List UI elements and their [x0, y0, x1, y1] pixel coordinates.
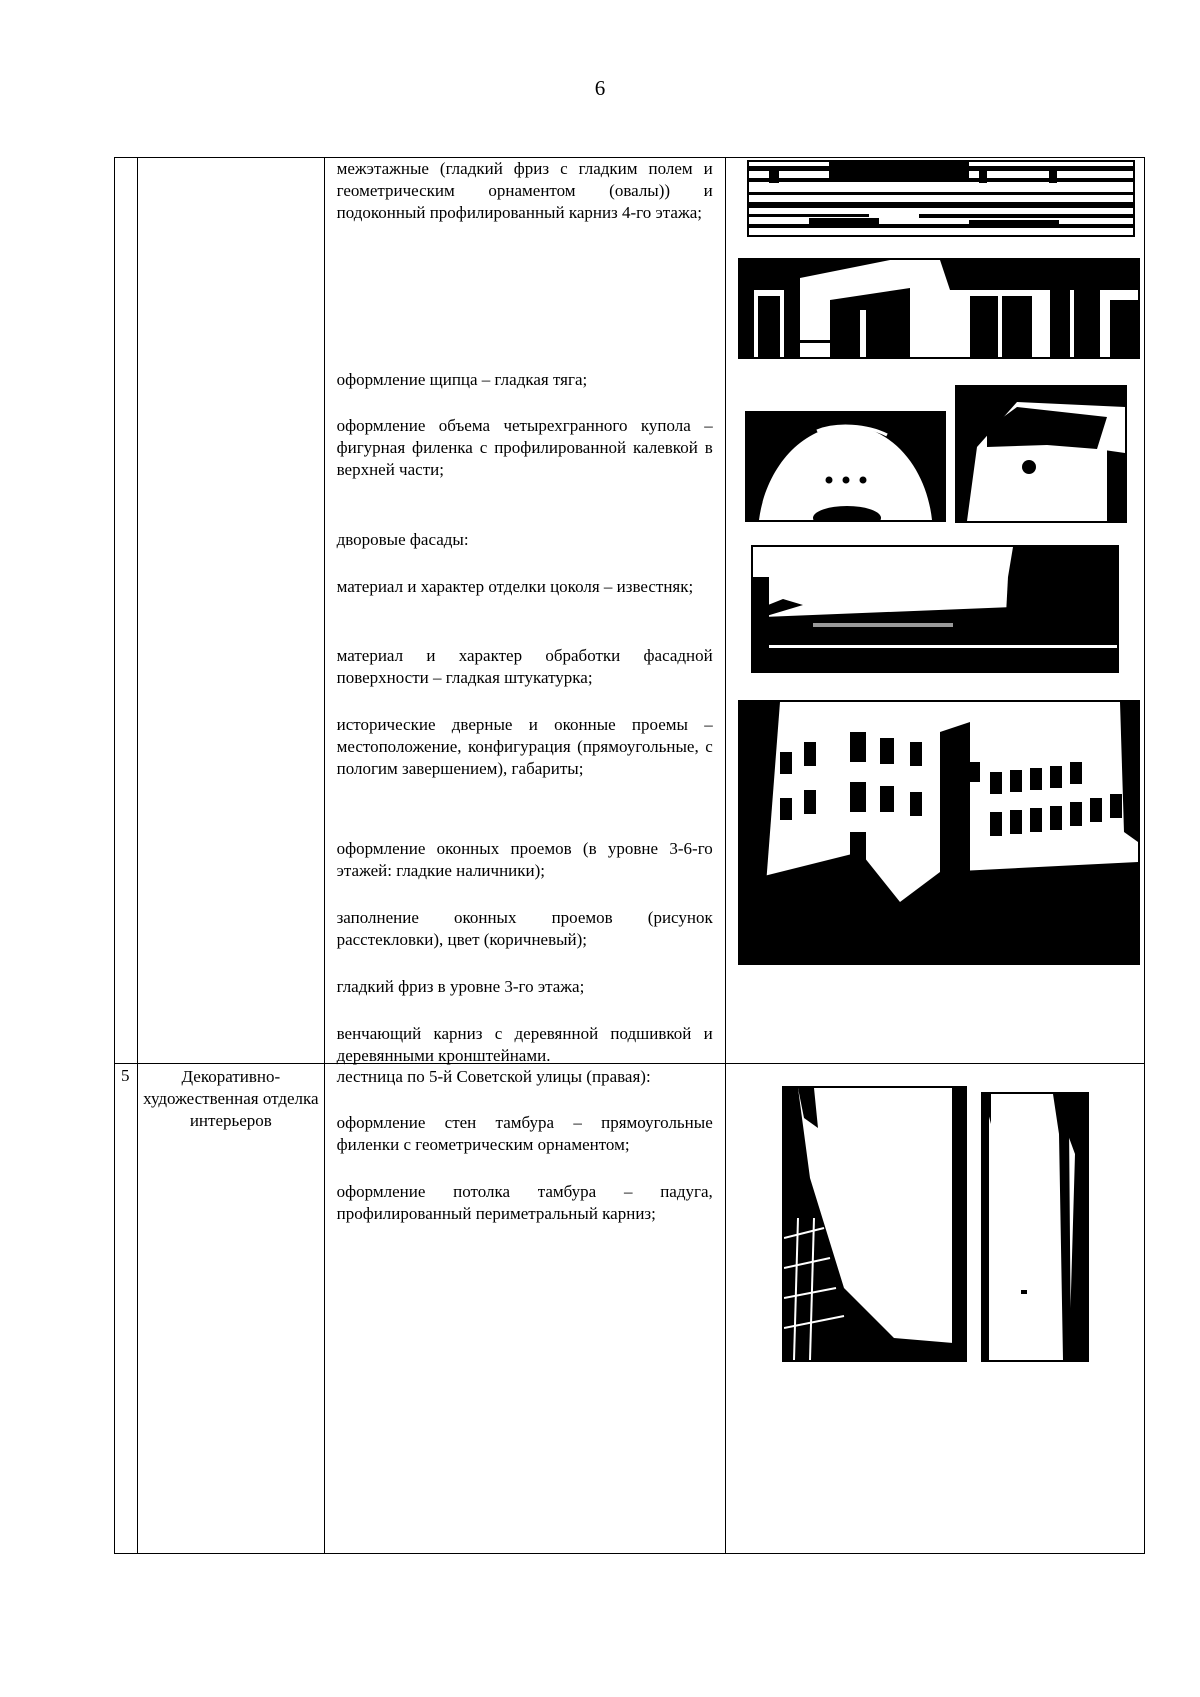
description-cell [324, 158, 725, 1064]
paragraph-window-trim: оформление оконных проемов (в уровне 3-6-го этажей: гладкие наличники); [336, 839, 713, 880]
paragraph-dome: оформление объема четырехгранного купола – фигурная филенка с профилированной калевкой в верхней части; [336, 416, 713, 479]
photo-cell [725, 1064, 1144, 1554]
courtyard-photo [738, 700, 1140, 965]
section-name [138, 158, 325, 1064]
monument-subject-table [114, 157, 1145, 1554]
photo-cell [725, 158, 1144, 1064]
description-cell [324, 1064, 725, 1554]
table-row [115, 1064, 1145, 1554]
vestibule-ceiling-photo [981, 1092, 1089, 1362]
paragraph-frieze: межэтажные (гладкий фриз с гладким полем и геометрическим орнаментом (овалы)) и подоконный профилированный карниз 4-го этажа; [336, 159, 713, 222]
dome-photo-left [745, 411, 946, 522]
paragraph-staircase: лестница по 5-й Советской улицы (правая): [336, 1067, 651, 1086]
paragraph-gable: оформление щипца – гладкая тяга; [336, 370, 588, 389]
section-name: Декоративно-художественная отделка интерьеров [138, 1064, 325, 1554]
row-number: 5 [115, 1064, 138, 1554]
paragraph-plinth: материал и характер отделки цоколя – известняк; [336, 577, 694, 596]
frieze-photo [747, 160, 1135, 237]
paragraph-facade-surface: материал и характер обработки фасадной поверхности – гладкая штукатурка; [336, 646, 713, 687]
paragraph-frieze-3rd-floor: гладкий фриз в уровне 3-го этажа; [336, 977, 585, 996]
dome-photo-right [955, 385, 1127, 523]
facade-windows-photo [738, 258, 1140, 359]
paragraph-vestibule-walls: оформление стен тамбура – прямоугольные филенки с геометрическим орнаментом; [336, 1113, 713, 1154]
page-number: 6 [594, 76, 606, 100]
plinth-photo [751, 545, 1119, 673]
vestibule-wall-photo [782, 1086, 967, 1362]
table-row [115, 158, 1145, 1064]
paragraph-openings: исторические дверные и оконные проемы – местоположение, конфигурация (прямоугольные, с пологим завершением), габариты; [336, 715, 713, 778]
paragraph-cornice: венчающий карниз с деревянной подшивкой и деревянными кронштейнами. [336, 1024, 713, 1065]
paragraph-courtyard-facades: дворовые фасады: [336, 530, 469, 549]
row-number [115, 158, 138, 1064]
paragraph-window-fill: заполнение оконных проемов (рисунок расстекловки), цвет (коричневый); [336, 908, 713, 949]
paragraph-vestibule-ceiling: оформление потолка тамбура – падуга, профилированный периметральный карниз; [336, 1182, 713, 1223]
